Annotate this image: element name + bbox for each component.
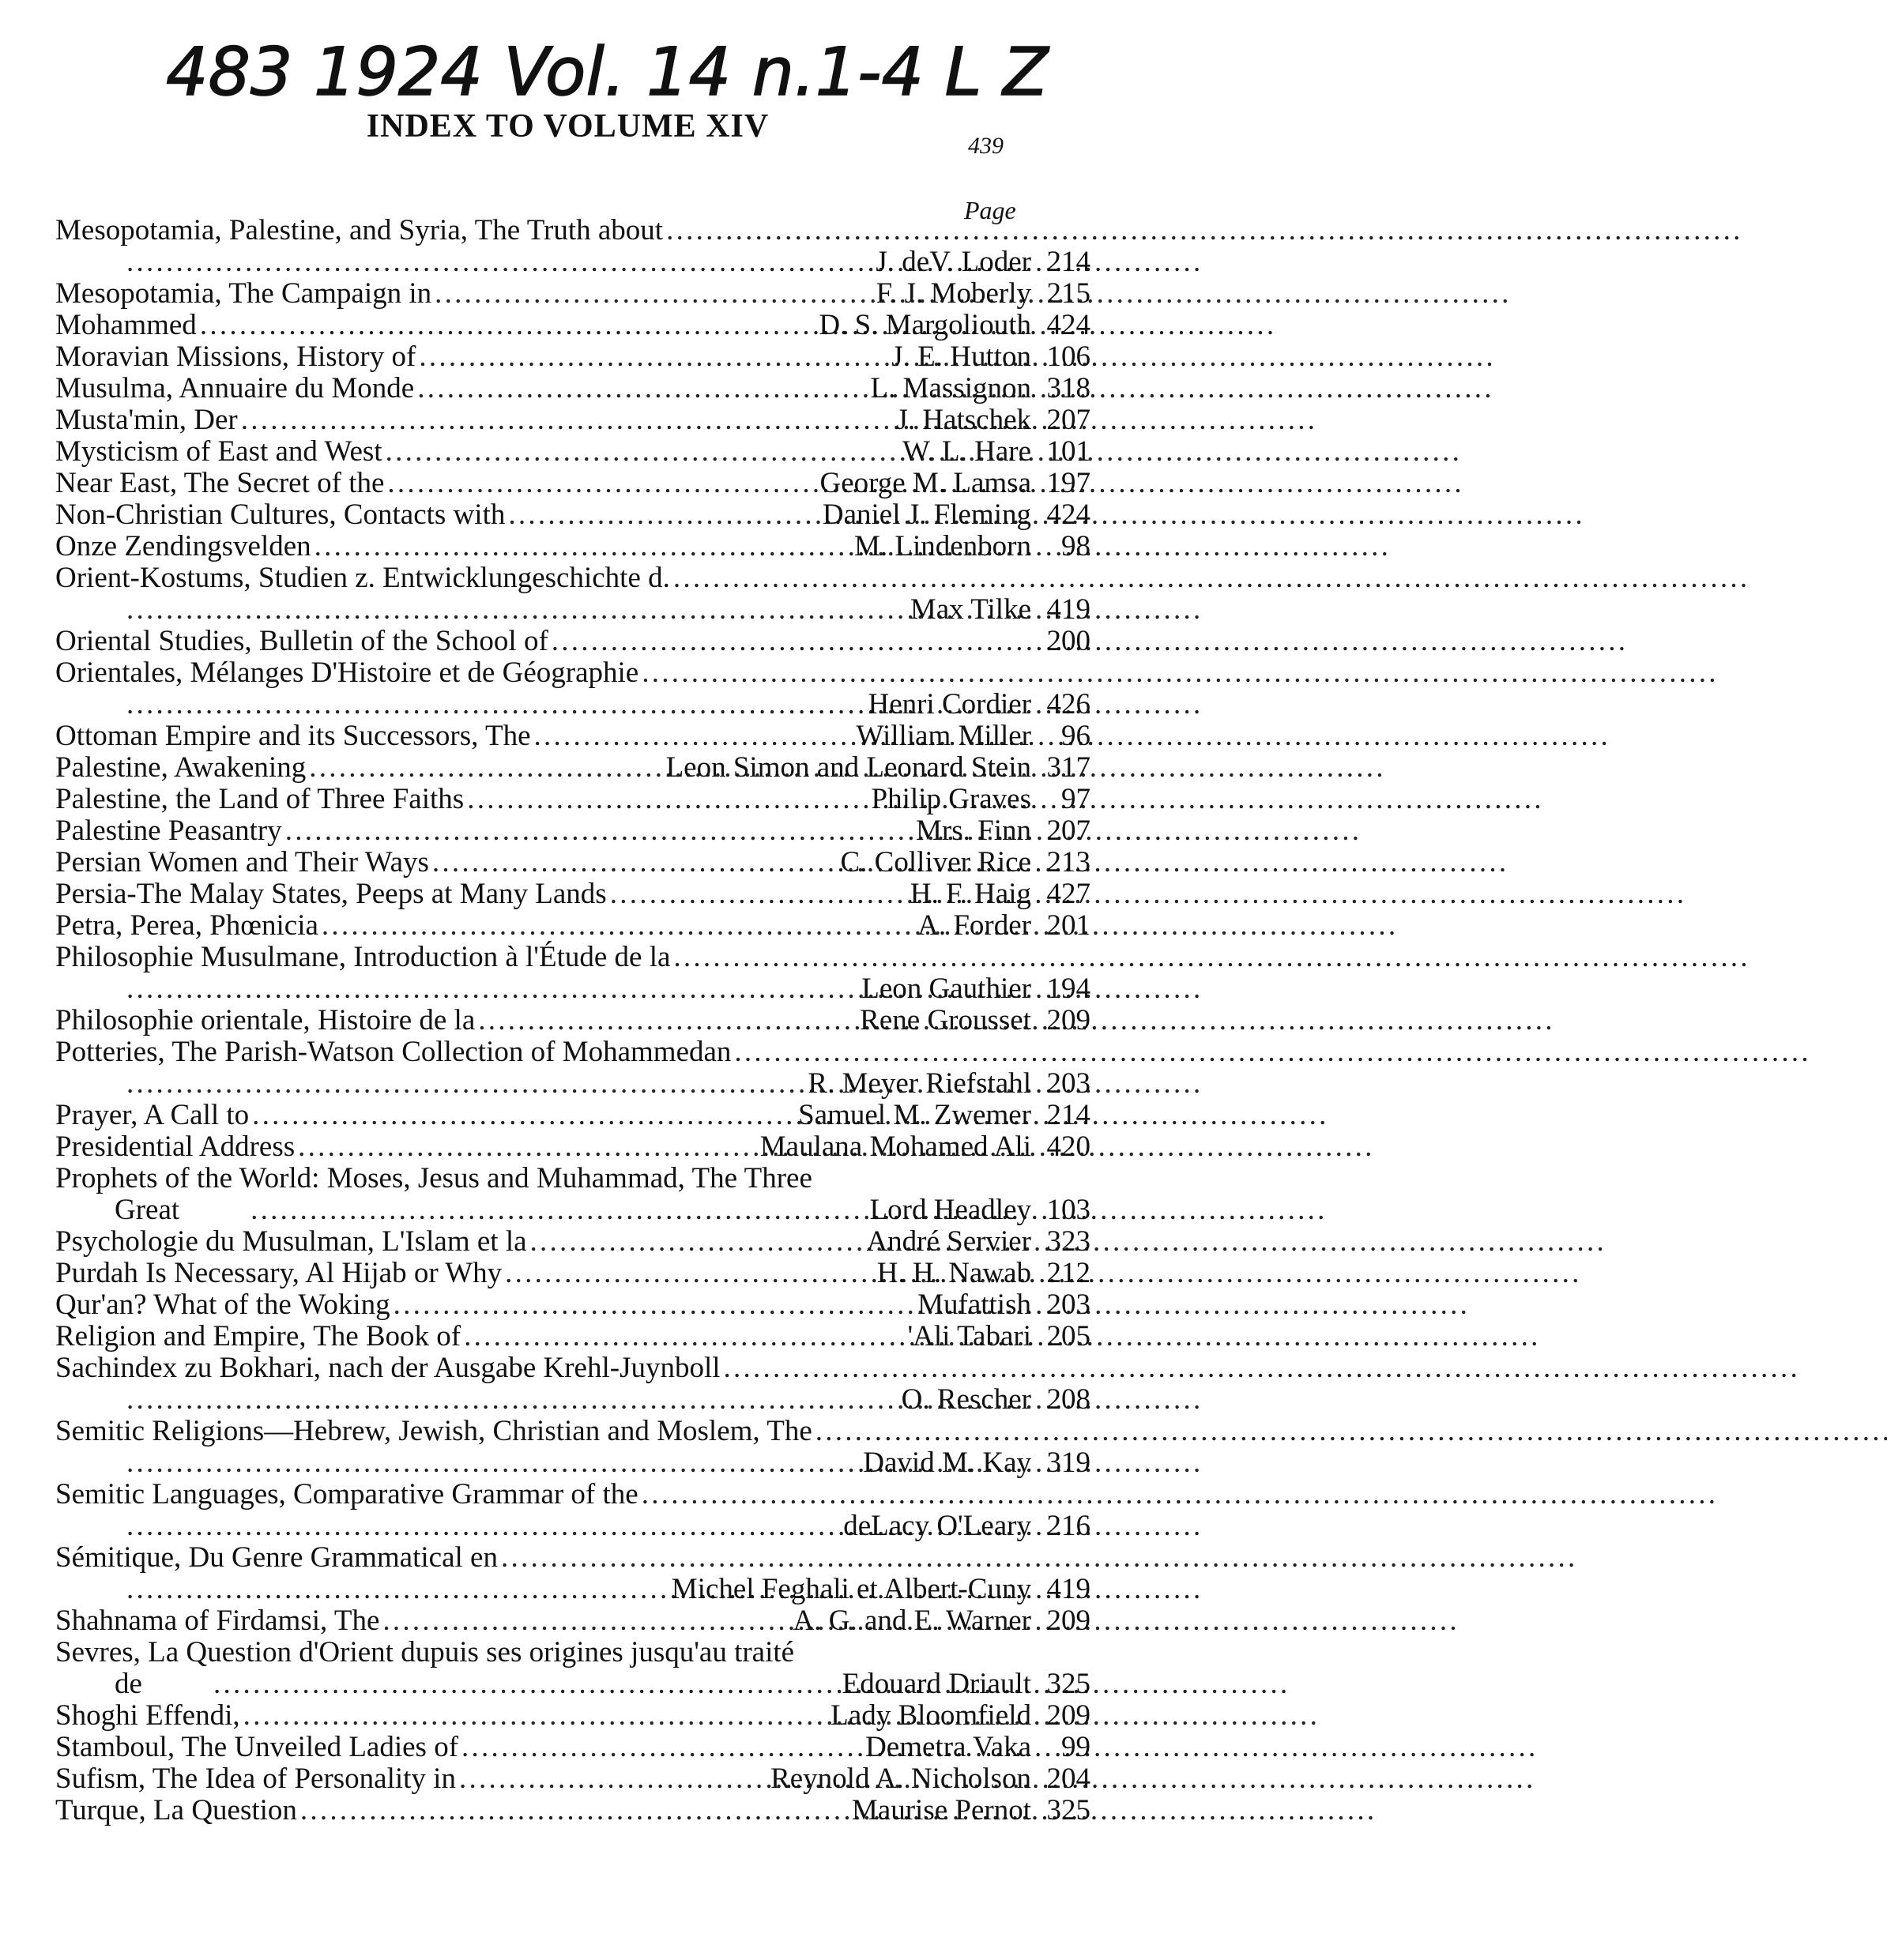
index-entry-line	[55, 752, 1090, 784]
dot-leader	[416, 341, 891, 373]
dot-leader	[390, 1289, 918, 1321]
entry-page-number: 317	[1046, 751, 1090, 784]
index-entry	[55, 1732, 1090, 1763]
entry-author: L. Massignon	[870, 372, 1031, 404]
index-entry-continuation-line	[55, 973, 1090, 1005]
page-column-label: Page	[964, 196, 1016, 224]
index-entry	[55, 531, 1090, 562]
entry-title: Onze Zendingsvelden	[55, 530, 311, 562]
index-entry-line	[55, 310, 1090, 341]
handwritten-call-number-text: 483 1924 Vol. 14 n.1-4 L Z	[166, 33, 1049, 111]
dot-leader	[458, 1732, 865, 1763]
entry-page-number: 319	[1046, 1446, 1090, 1479]
entry-author: Leon Simon and Leonard Stein	[665, 751, 1031, 784]
index-entry-line	[55, 878, 1090, 910]
entry-title: Sufism, The Idea of Personality in	[55, 1762, 456, 1795]
index-entry-line	[55, 1131, 1090, 1163]
index-entry-line	[55, 1226, 1090, 1258]
entry-title: Mesopotamia, The Campaign in	[55, 277, 432, 310]
index-entry-line	[55, 1700, 1090, 1732]
index-entry-line	[55, 1005, 1090, 1036]
index-entry	[55, 657, 1090, 720]
dot-leader	[498, 1542, 638, 1574]
index-entry-line	[55, 784, 1090, 815]
entry-page-number: 420	[1046, 1130, 1090, 1163]
index-entry-line	[55, 404, 1090, 436]
dot-leader	[638, 1479, 779, 1510]
index-entry-line	[55, 1637, 1090, 1668]
index-entry	[55, 847, 1090, 878]
index-entry	[55, 1131, 1090, 1163]
dot-leader	[238, 404, 897, 436]
entry-page-number: 194	[1046, 972, 1090, 1005]
entry-author: Rene Grousset	[860, 1004, 1031, 1036]
dot-leader	[282, 815, 916, 847]
index-entry	[55, 468, 1090, 499]
index-entry-line	[55, 278, 1090, 310]
entry-title-continued: Great	[115, 1194, 180, 1226]
index-entry-line	[55, 815, 1090, 847]
index-entry	[55, 1700, 1090, 1732]
entry-author: F. J. Moberly	[876, 277, 1031, 310]
index-entry-line	[55, 1416, 1090, 1447]
entry-title: Ottoman Empire and its Successors, The	[55, 720, 531, 752]
index-entry	[55, 404, 1090, 436]
entry-title: Purdah Is Necessary, Al Hijab or Why	[55, 1257, 503, 1289]
dot-leader	[297, 1795, 852, 1826]
index-entry	[55, 373, 1090, 404]
index-entry	[55, 1163, 1090, 1226]
index-entry	[55, 1795, 1090, 1826]
dot-leader	[531, 720, 857, 752]
entry-author: M. Lindenborn	[853, 530, 1031, 562]
entry-title: Mesopotamia, Palestine, and Syria, The Truth about	[55, 214, 664, 246]
entry-page-number: 99	[1061, 1731, 1090, 1763]
dot-leader	[55, 246, 876, 278]
dot-leader	[731, 1036, 872, 1068]
index-entry	[55, 1100, 1090, 1131]
index-entry	[55, 1036, 1090, 1100]
entry-author: Henri Cordier	[868, 688, 1031, 720]
entry-page-number: 97	[1061, 783, 1090, 815]
index-entry	[55, 720, 1090, 752]
entry-page-number: 103	[1046, 1194, 1090, 1226]
index-entry-line	[55, 499, 1090, 531]
entry-title: Prayer, A Call to	[55, 1099, 250, 1131]
index-entry-line	[55, 562, 1090, 594]
index-entry	[55, 562, 1090, 626]
entry-page-number: 203	[1046, 1067, 1090, 1100]
entry-title: Stamboul, The Unveiled Ladies of	[55, 1731, 459, 1763]
index-entry-line	[55, 1321, 1090, 1352]
dot-leader	[502, 1258, 877, 1289]
index-entry-line	[55, 1258, 1090, 1289]
index-entry-line	[55, 1289, 1090, 1321]
dot-leader	[384, 468, 819, 499]
entry-title: Sachindex zu Bokhari, nach der Ausgabe Krehl-Juynboll	[55, 1352, 721, 1384]
dot-leader	[295, 1131, 760, 1163]
entry-author: George M. Lamsa	[819, 467, 1031, 499]
entry-author: R. Meyer Riefstahl	[808, 1067, 1031, 1100]
index-entry	[55, 1226, 1090, 1258]
entry-title: Palestine Peasantry	[55, 814, 282, 847]
entry-title: Semitic Languages, Comparative Grammar of the	[55, 1478, 638, 1510]
index-entry	[55, 1258, 1090, 1289]
dot-leader	[670, 942, 811, 973]
dot-leader	[142, 1668, 842, 1700]
dot-leader	[179, 1194, 869, 1226]
entry-page-number: 98	[1061, 530, 1090, 562]
entry-author: 'Ali Tabari	[907, 1320, 1031, 1352]
dot-leader	[548, 626, 1031, 657]
dot-leader	[55, 973, 861, 1005]
index-entry-line	[55, 341, 1090, 373]
dot-leader	[55, 1510, 843, 1542]
entry-author: H. F. Haig	[910, 878, 1031, 910]
dot-leader	[240, 1700, 831, 1732]
entry-title: Philosophie Musulmane, Introduction à l'Étude de la	[55, 941, 671, 973]
entry-title: Turque, La Question	[55, 1794, 297, 1826]
dot-leader	[55, 1068, 808, 1100]
entry-page-number: 419	[1046, 593, 1090, 626]
dot-leader	[456, 1763, 770, 1795]
index-entry-line	[55, 1732, 1090, 1763]
entry-author: Daniel J. Fleming	[822, 498, 1031, 531]
index-entry	[55, 1005, 1090, 1036]
index-entry	[55, 1763, 1090, 1795]
entry-title: Palestine, Awakening	[55, 751, 307, 784]
dot-leader	[670, 562, 811, 594]
index-entry-continuation-line	[55, 1574, 1090, 1605]
index-entry-continuation-line	[55, 1668, 1090, 1700]
index-entry	[55, 626, 1090, 657]
index-entry-continuation-line	[55, 689, 1090, 720]
dot-leader	[55, 1447, 863, 1479]
entry-page-number: 207	[1046, 404, 1090, 436]
dot-leader	[55, 689, 868, 720]
entry-author: J. Hatschek	[896, 404, 1031, 436]
index-entry-line	[55, 1036, 1090, 1068]
index-entry-continuation-line	[55, 594, 1090, 626]
entry-author: W. L. Hare	[902, 435, 1031, 468]
entry-page-number: 197	[1046, 467, 1090, 499]
dot-leader	[431, 278, 876, 310]
entry-page-number: 318	[1046, 372, 1090, 404]
entry-author: J. E. Hutton	[891, 340, 1031, 373]
dot-leader	[475, 1005, 860, 1036]
index-entry	[55, 310, 1090, 341]
dot-leader	[414, 373, 870, 404]
index-entry-continuation-line	[55, 246, 1090, 278]
index-entry-list	[55, 215, 1090, 1826]
dot-leader	[306, 752, 665, 784]
page-title: INDEX TO VOLUME XIV	[366, 108, 770, 145]
index-entry-line	[55, 468, 1090, 499]
entry-author: J. deV. Loder	[876, 246, 1031, 278]
index-entry-line	[55, 942, 1090, 973]
entry-title: Moravian Missions, History of	[55, 340, 416, 373]
entry-page-number: 214	[1046, 1099, 1090, 1131]
entry-page-number: 209	[1046, 1699, 1090, 1732]
entry-title: Semitic Religions—Hebrew, Jewish, Christian and Moslem, The	[55, 1415, 812, 1447]
entry-page-number: 208	[1046, 1383, 1090, 1416]
entry-author: Max Tilke	[910, 593, 1031, 626]
entry-title-continued: de	[115, 1668, 142, 1700]
entry-title: Religion and Empire, The Book of	[55, 1320, 461, 1352]
entry-author: C. Colliver Rice	[840, 846, 1031, 878]
index-entry	[55, 436, 1090, 468]
entry-page-number: 101	[1046, 435, 1090, 468]
index-entry-line	[55, 1542, 1090, 1574]
entry-author: Leon Gauthier	[861, 972, 1031, 1005]
index-entry-line	[55, 847, 1090, 878]
index-entry-line	[55, 1352, 1090, 1384]
dot-leader	[638, 657, 779, 689]
entry-page-number: 427	[1046, 878, 1090, 910]
entry-title: Non-Christian Cultures, Contacts with	[55, 498, 506, 531]
entry-title: Musulma, Annuaire du Monde	[55, 372, 415, 404]
entry-title: Sevres, La Question d'Orient dupuis ses origines jusqu'au traité	[55, 1636, 795, 1668]
index-entry-line	[55, 436, 1090, 468]
entry-author: William Miller	[856, 720, 1031, 752]
entry-title: Presidential Address	[55, 1130, 296, 1163]
dot-leader	[464, 784, 871, 815]
index-entry-line	[55, 1763, 1090, 1795]
index-entry	[55, 1637, 1090, 1700]
entry-title: Persia-The Malay States, Peeps at Many Lands	[55, 878, 607, 910]
index-entry	[55, 752, 1090, 784]
entry-page-number: 205	[1046, 1320, 1090, 1352]
entry-page-number: 325	[1046, 1794, 1090, 1826]
entry-author: O. Rescher	[901, 1383, 1031, 1416]
entry-page-number: 424	[1046, 498, 1090, 531]
entry-title: Shoghi Effendi,	[55, 1699, 240, 1732]
index-entry-line	[55, 657, 1090, 689]
index-entry	[55, 278, 1090, 310]
dot-leader	[197, 310, 819, 341]
entry-page-number: 419	[1046, 1573, 1090, 1605]
entry-author: André Servier	[866, 1225, 1031, 1258]
entry-author: Lord Headley	[869, 1194, 1031, 1226]
index-entry	[55, 1352, 1090, 1416]
entry-page-number: 209	[1046, 1604, 1090, 1637]
entry-title: Qur'an? What of the Woking	[55, 1288, 390, 1321]
entry-title: Persian Women and Their Ways	[55, 846, 429, 878]
entry-page-number: 212	[1046, 1257, 1090, 1289]
index-entry	[55, 1479, 1090, 1542]
entry-author: Demetra Vaka	[865, 1731, 1031, 1763]
index-entry	[55, 910, 1090, 942]
entry-title: Orientales, Mélanges D'Histoire et de Géographie	[55, 656, 639, 689]
entry-page-number: 215	[1046, 277, 1090, 310]
entry-page-number: 323	[1046, 1225, 1090, 1258]
index-entry	[55, 215, 1090, 278]
entry-title: Mohammed	[55, 309, 197, 341]
entry-page-number: 213	[1046, 846, 1090, 878]
index-entry	[55, 1542, 1090, 1605]
index-entry	[55, 942, 1090, 1005]
index-entry	[55, 341, 1090, 373]
index-entry-line	[55, 1163, 1090, 1194]
entry-title: Oriental Studies, Bulletin of the School of	[55, 625, 548, 657]
entry-author: David M. Kay	[863, 1446, 1031, 1479]
entry-title: Psychologie du Musulman, L'Islam et la	[55, 1225, 527, 1258]
entry-author: Philip Graves	[871, 783, 1031, 815]
entry-page-number: 96	[1061, 720, 1090, 752]
entry-author: Samuel M. Zwemer	[798, 1099, 1031, 1131]
entry-page-number: 106	[1046, 340, 1090, 373]
entry-page-number: 204	[1046, 1762, 1090, 1795]
dot-leader	[55, 594, 910, 626]
index-entry	[55, 815, 1090, 847]
dot-leader	[607, 878, 910, 910]
index-entry-continuation-line	[55, 1194, 1090, 1226]
entry-title: Palestine, the Land of Three Faiths	[55, 783, 465, 815]
index-entry	[55, 1416, 1090, 1479]
entry-page-number: 201	[1046, 909, 1090, 942]
index-entry	[55, 878, 1090, 910]
entry-page-number: 424	[1046, 309, 1090, 341]
entry-title: Near East, The Secret of the	[55, 467, 385, 499]
index-entry-line	[55, 626, 1090, 657]
entry-title: Potteries, The Parish-Watson Collection of Mohammedan	[55, 1036, 732, 1068]
page-folio-number: 439	[968, 133, 1004, 159]
dot-leader	[379, 1605, 793, 1637]
entry-title: Philosophie orientale, Histoire de la	[55, 1004, 476, 1036]
index-entry-continuation-line	[55, 1510, 1090, 1542]
entry-author: Reynold A. Nicholson	[770, 1762, 1031, 1795]
index-entry	[55, 1289, 1090, 1321]
dot-leader	[429, 847, 841, 878]
index-entry-continuation-line	[55, 1068, 1090, 1100]
index-entry-line	[55, 373, 1090, 404]
entry-author: Michel Feghali et Albert-Cuny	[671, 1573, 1031, 1605]
index-entry-line	[55, 720, 1090, 752]
dot-leader	[318, 910, 917, 942]
entry-page-number: 325	[1046, 1668, 1090, 1700]
entry-title: Musta'min, Der	[55, 404, 238, 436]
entry-author: Mrs. Finn	[916, 814, 1031, 847]
index-entry-line	[55, 531, 1090, 562]
entry-page-number: 209	[1046, 1004, 1090, 1036]
entry-author: A. G. and E. Warner	[793, 1604, 1031, 1637]
index-entry-line	[55, 215, 1090, 246]
dot-leader	[311, 531, 854, 562]
entry-author: Maulana Mohamed Ali	[759, 1130, 1031, 1163]
index-entry	[55, 1321, 1090, 1352]
index-entry	[55, 784, 1090, 815]
index-entry-continuation-line	[55, 1447, 1090, 1479]
entry-page-number: 426	[1046, 688, 1090, 720]
dot-leader	[382, 436, 902, 468]
entry-page-number: 200	[1046, 625, 1090, 657]
entry-title: Sémitique, Du Genre Grammatical en	[55, 1541, 498, 1574]
entry-author: Lady Bloomfield	[831, 1699, 1031, 1732]
dot-leader	[721, 1352, 861, 1384]
entry-page-number: 207	[1046, 814, 1090, 847]
dot-leader	[812, 1416, 953, 1447]
index-entry-line	[55, 910, 1090, 942]
index-entry-line	[55, 1605, 1090, 1637]
entry-title: Orient-Kostums, Studien z. Entwicklungeschichte d.	[55, 562, 670, 594]
entry-author: Mufattish	[917, 1288, 1031, 1321]
entry-title: Prophets of the World: Moses, Jesus and Muhammad, The Three	[55, 1162, 812, 1194]
dot-leader	[249, 1100, 798, 1131]
index-entry-continuation-line	[55, 1384, 1090, 1416]
entry-title: Mysticism of East and West	[55, 435, 382, 468]
index-entry-line	[55, 1100, 1090, 1131]
dot-leader	[55, 1384, 902, 1416]
entry-author: A. Forder	[917, 909, 1031, 942]
entry-title: Petra, Perea, Phœnicia	[55, 909, 318, 942]
dot-leader	[663, 215, 804, 246]
entry-page-number: 214	[1046, 246, 1090, 278]
index-entry	[55, 499, 1090, 531]
entry-author: Edouard Driault	[842, 1668, 1031, 1700]
entry-author: H. H. Nawab	[876, 1257, 1031, 1289]
dot-leader	[505, 499, 823, 531]
entry-author: deLacy O'Leary	[843, 1510, 1031, 1542]
index-entry	[55, 1605, 1090, 1637]
entry-page-number: 203	[1046, 1288, 1090, 1321]
index-entry-line	[55, 1479, 1090, 1510]
dot-leader	[461, 1321, 907, 1352]
entry-page-number: 216	[1046, 1510, 1090, 1542]
dot-leader	[527, 1226, 867, 1258]
entry-title: Shahnama of Firdamsi, The	[55, 1604, 380, 1637]
entry-author: D. S. Margoliouth	[819, 309, 1031, 341]
entry-author: Maurise Pernot	[851, 1794, 1031, 1826]
dot-leader	[55, 1574, 672, 1605]
index-entry-line	[55, 1795, 1090, 1826]
